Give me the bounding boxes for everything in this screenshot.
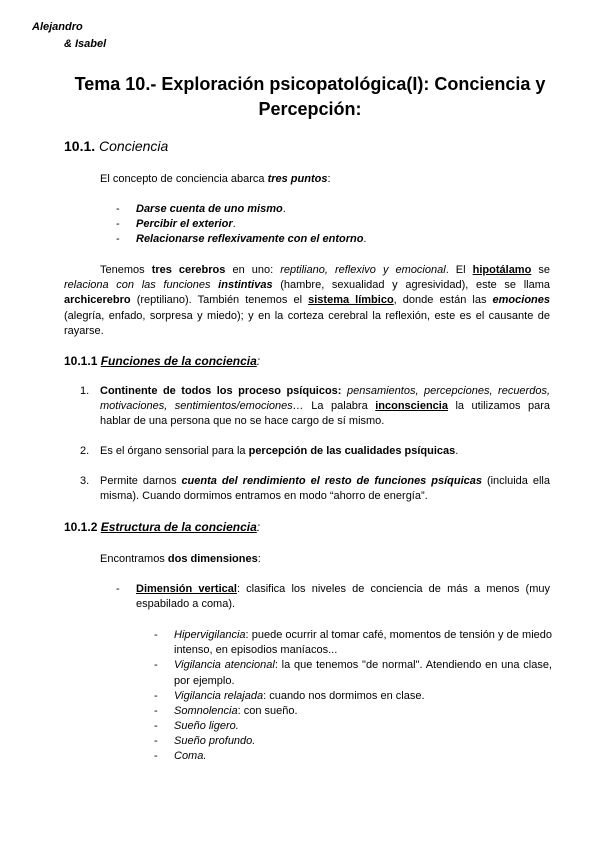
function-item-3: 3. Permite darnos cuenta del rendimiento el resto de funciones psíquicas (incluida ella misma). Cuando dormimos entramos en modo “ahorro de energía”. (80, 475, 550, 503)
list-item: - Relacionarse reflexivamente con el entorno. (116, 232, 366, 247)
section-number: 10.1. (64, 138, 96, 154)
author-2: & Isabel (64, 37, 107, 50)
three-points-list (116, 202, 366, 248)
list-item: - Hipervigilancia: puede ocurrir al tomar café, momentos de tensión y de miedo intenso, en episodios maníacos... (154, 628, 552, 658)
section-heading-10-1 (64, 137, 168, 156)
vertical-dimension: - Dimensión vertical: clasifica los niveles de conciencia de más a menos (muy espabilado a coma). (116, 583, 550, 611)
brains-paragraph: Tenemos tres cerebros en uno: reptiliano, reflexivo y emocional. El hipotálamo se relaciona con las funciones instintivas (hambre, sexualidad y agresividad), este se llama archicerebro (reptiliano). También tenemos el sistema límbico, donde están las emociones (alegría, enfado, sorpresa y miedo); y en la corteza cerebral la reflexión, este es el causante de rayarse. (64, 264, 550, 337)
function-item-2: 2. Es el órgano sensorial para la percepción de las cualidades psíquicas. (80, 445, 459, 457)
section-heading-10-1-2: 10.1.2 Estructura de la conciencia: (64, 520, 261, 534)
list-item: - Percibir el exterior. (116, 217, 366, 232)
function-item-1: 1. Continente de todos los proceso psíquicos: pensamientos, percepciones, recuerdos, motivaciones, sentimientos/emociones… La palabra inconsciencia la utilizamos para hablar de una persona que no se hace cargo de sí mismo. (80, 385, 551, 428)
section-heading-10-1-1: 10.1.1 Funciones de la conciencia: (64, 354, 261, 368)
dimensions-paragraph: Encontramos dos dimensiones: (100, 553, 261, 565)
title-line-1: Tema 10.- Exploración psicopatológica(I): Conciencia y (74, 74, 546, 94)
list-item: - Vigilancia atencional: la que tenemos "de normal". Atendiendo en una clase, por ejemplo. (154, 658, 552, 688)
consciousness-levels-list (154, 628, 552, 765)
list-item: - Sueño profundo. (154, 734, 552, 749)
list-item: - Coma. (154, 749, 552, 764)
section-name: Conciencia (99, 138, 169, 154)
list-item: - Darse cuenta de uno mismo. (116, 202, 366, 217)
list-item: - Vigilancia relajada: cuando nos dormimos en clase. (154, 689, 552, 704)
author-1: Alejandro (32, 21, 83, 33)
page-title (50, 72, 570, 122)
list-item: - Somnolencia: con sueño. (154, 704, 552, 719)
title-line-2: Percepción: (258, 99, 362, 120)
list-item: - Sueño ligero. (154, 719, 552, 734)
intro-paragraph: El concepto de conciencia abarca tres puntos: (100, 173, 331, 185)
authors (32, 19, 106, 52)
